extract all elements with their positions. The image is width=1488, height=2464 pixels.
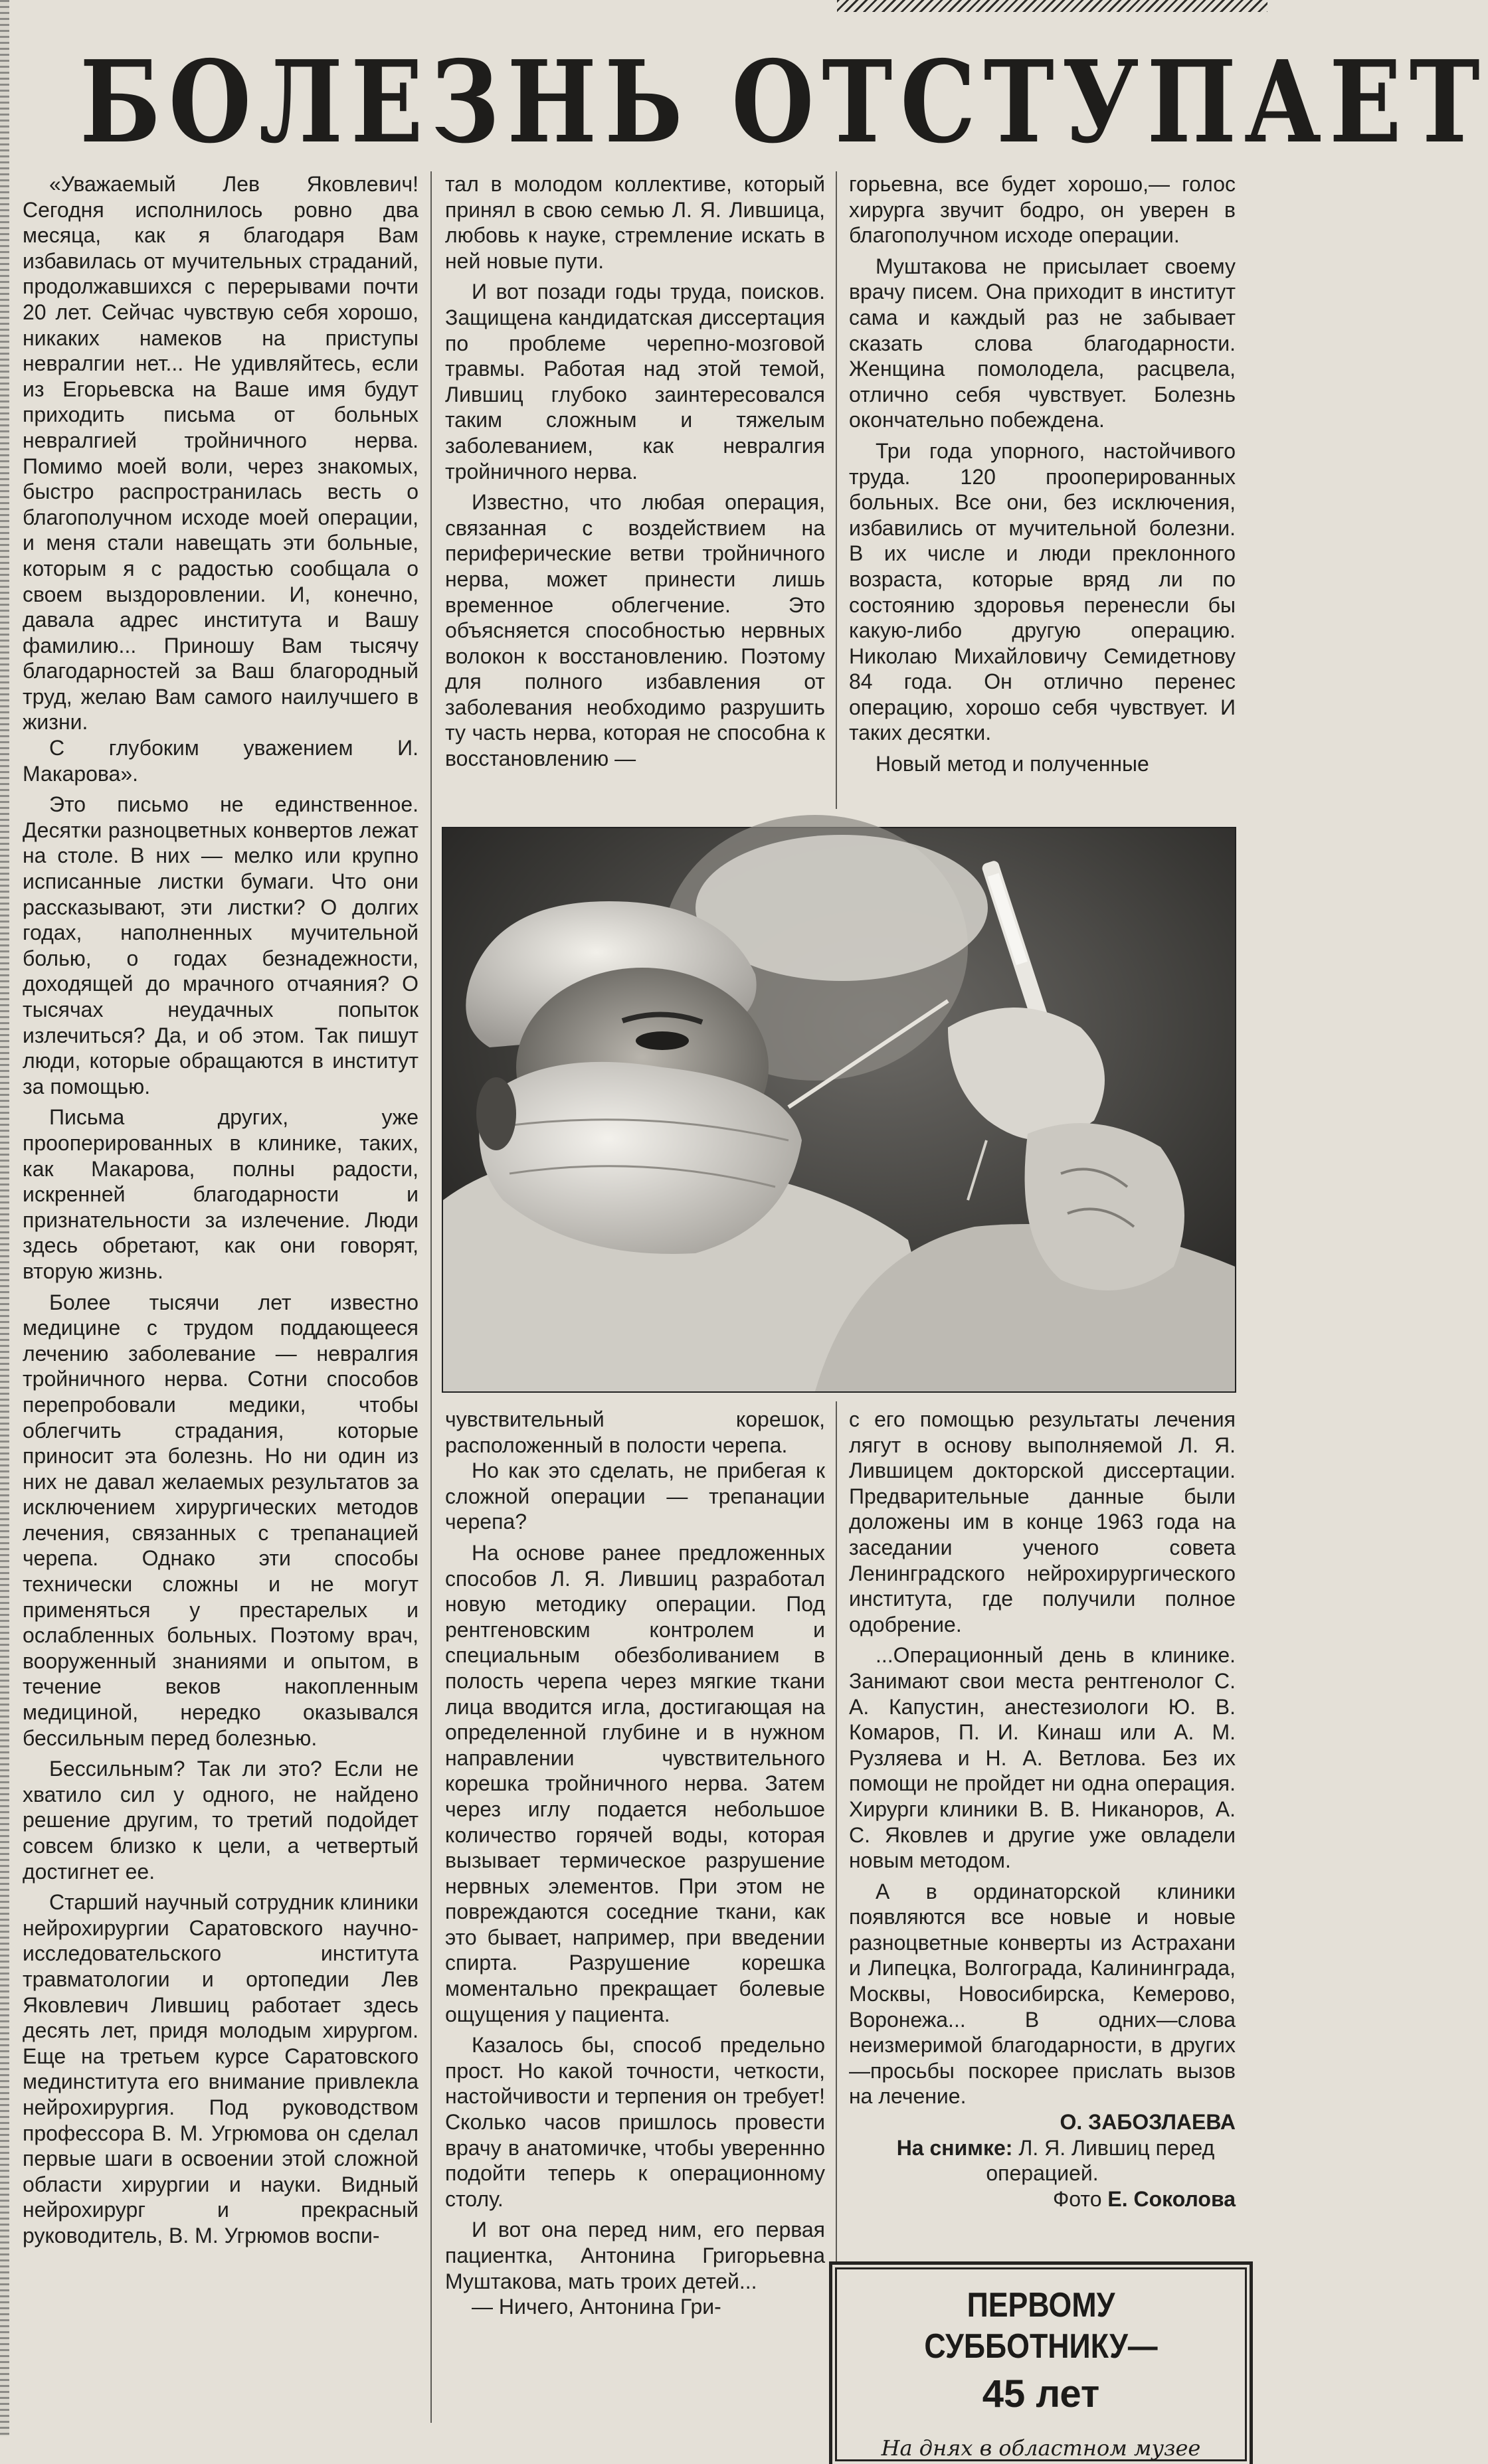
article-paragraph: горьевна, все будет хорошо,— голос хирурга звучит бодро, он уверен в благополучном исходе операции. xyxy=(849,172,1236,248)
article-paragraph: Это письмо не единственное. Десятки разноцветных конвертов лежат на столе. В них — мелко или крупно исписанные листки бумаги. Что они рассказывают, эти листки? О долгих годах, наполненных мучительной болью, о годах безнадежности, доходящей до мрачного отчаяния? О тысячах неудачных попыток излечиться? Да, и об этом. Так пишут люди, которые обращаются в институт за помощью. xyxy=(23,792,418,1099)
column-divider xyxy=(430,171,432,2423)
article-paragraph: Новый метод и полученные xyxy=(876,752,1149,776)
decorative-top-rule xyxy=(837,0,1267,12)
article-paragraph: На основе ранее предложенных способов Л. Я. Лившиц разработал новую методику операции. Под рентгеновским контролем и специальным обезболиванием в полость черепа через мягкие ткани лица вводится игла, достигающая на определенной глубине и в нужном направлении чувствительного корешка тройничного нерва. Затем через иглу подается небольшое количество горячей воды, которая вызывает термическое разрушение нервных элементов. При этом не повреждаются соседние ткани, как это бывает, например, при введении спирта. Разрушение корешка моментально прекращает болевые ощущения у пациента. xyxy=(445,1540,825,2026)
article-paragraph: — Ничего, Антонина Гри- xyxy=(472,2295,721,2319)
article-paragraph: Муштакова не присылает своему врачу писем. Она приходит в институт сама и каждый раз не забывает сказать слова благодарности. Женщина помолодела, расцвела, отлично себя чувствует. Болезнь окончательно побеждена. xyxy=(849,254,1236,432)
article-paragraph: Старший научный сотрудник клиники нейрохирургии Саратовского научно-исследовательского института травматологии и ортопедии Лев Яковлевич Лившиц работает здесь десять лет, придя молодым хирургом. Еще на третьем курсе Саратовского мединститута его внимание привлекла нейрохирургия. Под руководством профессора В. М. Угрюмова он сделал первые шаги в освоении этой сложной области хирургии и науки. Видный нейрохирург и прекрасный руководитель, В. М. Угрюмов воспи- xyxy=(23,1890,418,2247)
letter-signoff: С глубоким уважением И. Макарова». xyxy=(23,736,418,786)
article-paragraph: И вот позади годы труда, поисков. Защищена кандидатская диссертация по проблеме черепно-мозговой травмы. Работая над этой темой, Лившиц глубоко заинтересовался таким сложным и тяжелым заболеванием, как невралгия тройничного нерва. xyxy=(445,280,825,484)
credit-name: Е. Соколова xyxy=(1107,2186,1236,2211)
article-paragraph: И вот она перед ним, его первая пациентка, Антонина Григорьевна Муштакова, мать троих детей... xyxy=(445,2218,825,2293)
article-column-3-upper xyxy=(849,171,1236,777)
article-paragraph: Письма других, уже прооперированных в клинике, таких, как Макарова, полны радости, искренней благодарности и признательности за излечение. Люди здесь обретают, как они говорят, вторую жизнь. xyxy=(23,1105,418,1283)
article-column-2-upper xyxy=(445,171,825,772)
page-edge-strip xyxy=(0,0,9,2436)
surgeon-photo xyxy=(442,827,1236,1393)
teaser-title: ПЕРВОМУ СУББОТНИКУ— xyxy=(924,2286,1158,2366)
article-paragraph: ...Операционный день в клинике. Занимают свои места рентгенолог С. А. Капустин, анестезиологи Ю. В. Комаров, П. И. Кинаш или А. М. Рузляева и Н. А. Ветлова. Без их помощи не пройдет ни одна операция. Хирурги клиники В. В. Никаноров, А. С. Яковлев и другие уже овладели новым методом. xyxy=(849,1643,1236,1873)
article-column-3-lower xyxy=(849,1407,1236,2212)
article-paragraph: Известно, что любая операция, связанная с воздействием на периферические ветви тройничного нерва, может принести лишь временное облегчение. Это объясняется способностью нервных волокон к восстановлению. Поэтому для полного избавления от заболевания необходимо разрушить ту часть нерва, которая не способна к восстановлению — xyxy=(445,490,825,771)
credit-label: Фото xyxy=(1052,2186,1102,2211)
caption-label: На снимке: xyxy=(896,2135,1013,2160)
article-paragraph: с его помощью результаты лечения лягут в основу выполняемой Л. Я. Лившицем докторской диссертации. Предварительные данные были доложены им в конце 1963 года на заседании ученого совета Ленинградского нейрохирургического института, где получили полное одобрение. xyxy=(849,1407,1236,1636)
author-signature: О. ЗАБОЗЛАЕВА xyxy=(1060,2110,1236,2135)
teaser-subtitle: 45 лет xyxy=(982,2372,1100,2416)
article-paragraph: Более тысячи лет известно медицине с трудом поддающееся лечению заболевание — невралгия тройничного нерва. Сотни способов перепробовали медики, чтобы облегчить страдания, которые приносит эта болезнь. Но ни один из них не давал желаемых результатов за исключением хирургических методов лечения, связанных с трепанацией черепа. Однако эти способы технически сложны и не могут применяться у престарелых и ослабленных больных. Поэтому врач, вооруженный знаниями и опытом, в течение веков накопленным медициной, нередко оказывался бессильным перед болезнью. xyxy=(23,1290,418,1750)
article-paragraph: А в ординаторской клиники появляются все новые и новые разноцветные конверты из Астрахани и Липецка, Волгограда, Калининграда, Москвы, Новосибирска, Кемерово, Воронежа... В одних—слова неизмеримой благодарности, в других—просьбы поскорее прислать вызов на лечение. xyxy=(849,1879,1236,2109)
article-headline: БОЛЕЗНЬ ОТСТУПАЕТ xyxy=(80,36,1488,169)
column-divider xyxy=(836,171,837,809)
caption-text: Л. Я. Лившиц перед операцией. xyxy=(986,2135,1215,2186)
article-paragraph: тал в молодом коллективе, который принял в свою семью Л. Я. Лившица, любовь к науке, стремление искать в ней новые пути. xyxy=(445,172,825,273)
letter-paragraph: «Уважаемый Лев Яковлевич! Сегодня исполнилось ровно два месяца, как я благодаря Вам избавилась от мучительных страданий, продолжавшихся с перерывами почти 20 лет. Сейчас чувствую себя хорошо, никаких намеков на приступы невралгии нет... Не удивляйтесь, если из Егорьевска на Ваше имя будут приходить письма от больных невралгией тройничного нерва. Помимо моей воли, через знакомых, быстро распространилась весть о благополучном исходе моей операции, и меня стали навещать эти больные, которым я с радостью сообщала о своем выздоровлении. И, конечно, давала адрес института и Вашу фамилию... Приношу Вам тысячу благодарностей за Ваш благородный труд, желаю Вам самого наилучшего в жизни. xyxy=(23,172,418,735)
article-column-1 xyxy=(23,171,418,2249)
article-paragraph: Но как это сделать, не прибегая к сложной операции — трепанации черепа? xyxy=(445,1458,825,1534)
photo-credit xyxy=(849,2186,1236,2212)
photo-caption xyxy=(849,2135,1236,2186)
subbotnik-teaser-box xyxy=(829,2261,1253,2464)
article-paragraph: чувствительный корешок, расположенный в полости черепа. xyxy=(445,1407,825,1457)
article-paragraph: Три года упорного, настойчивого труда. 120 прооперированных больных. Все они, без исключения, избавились от мучительной болезни. В их числе и люди преклонного возраста, которые вряд ли по состоянию здоровья перенесли бы какую-либо другую операцию. Николаю Михайловичу Семидетнову 84 года. Он отлично перенес операцию, хорошо себя чувствует. И таких десятки. xyxy=(849,438,1236,745)
article-paragraph: Бессильным? Так ли это? Если не хватило сил у одного, не найдено решение другим, то третий подойдет совсем близко к цели, а четвертый достигнет ее. xyxy=(23,1757,418,1884)
article-column-2-lower xyxy=(445,1407,825,2320)
teaser-lead: На днях в областном музее xyxy=(881,2435,1201,2461)
article-paragraph: Казалось бы, способ предельно прост. Но какой точности, четкости, настойчивости и терпения он требует! Сколько часов пришлось провести врачу в анатомичке, чтобы увереннно подойти теперь к операционному столу. xyxy=(445,2033,825,2211)
